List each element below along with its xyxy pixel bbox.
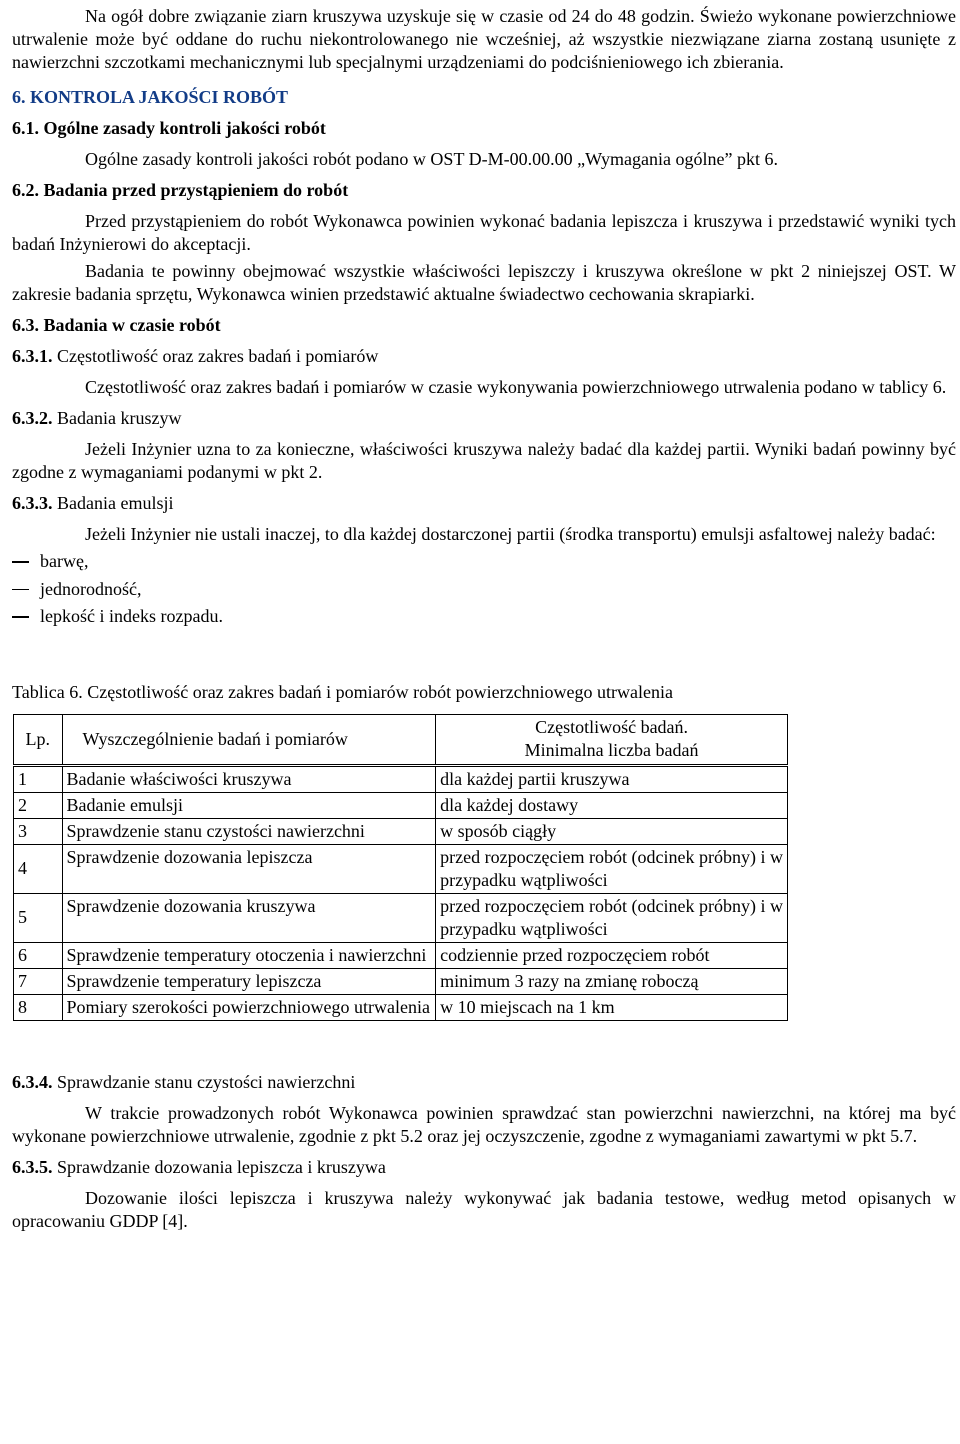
row-frequency: dla każdej partii kruszywa <box>436 765 788 792</box>
row-name: Sprawdzenie dozowania kruszywa <box>62 893 436 942</box>
section-6-3-3-number: 6.3.3. <box>12 493 53 513</box>
header-frequency <box>436 714 788 765</box>
table-row <box>14 765 788 792</box>
header-frequency-line-1: Częstotliwość badań. <box>535 717 689 737</box>
table-row <box>14 893 788 942</box>
row-lp: 7 <box>14 968 63 994</box>
row-lp: 2 <box>14 792 63 818</box>
header-name: Wyszczególnienie badań i pomiarów <box>62 714 436 765</box>
table-row <box>14 994 788 1020</box>
table-row <box>14 818 788 844</box>
row-name: Sprawdzenie temperatury otoczenia i nawierzchni <box>62 942 436 968</box>
row-lp: 5 <box>14 893 63 942</box>
section-6-3-5-number: 6.3.5. <box>12 1156 53 1177</box>
row-frequency: w sposób ciągły <box>436 818 788 844</box>
emulsion-test-list <box>12 548 956 631</box>
row-frequency: minimum 3 razy na zmianę roboczą <box>436 968 788 994</box>
section-6-1-heading: 6.1. Ogólne zasady kontroli jakości robót <box>12 118 326 138</box>
row-frequency: codziennie przed rozpoczęciem robót <box>436 942 788 968</box>
section-6-3-1-title: Częstotliwość oraz zakres badań i pomiarów <box>57 346 379 366</box>
row-lp: 8 <box>14 994 63 1020</box>
list-item: jednorodność, <box>12 576 956 604</box>
row-lp: 3 <box>14 818 63 844</box>
header-frequency-line-2: Minimalna liczba badań <box>524 740 699 760</box>
section-6-3-2-title: Badania kruszyw <box>57 408 182 428</box>
section-6-3-4-heading <box>12 1071 956 1094</box>
section-6-3-2-heading <box>12 407 956 430</box>
section-6-3-5-heading <box>12 1156 956 1179</box>
table-6-caption: Tablica 6. Częstotliwość oraz zakres badań i pomiarów robót powierzchniowego utrwalenia <box>12 681 674 702</box>
section-6-3-5-title: Sprawdzanie dozowania lepiszcza i kruszywa <box>57 1156 386 1177</box>
table-6 <box>13 714 788 1021</box>
row-name: Badanie właściwości kruszywa <box>62 765 436 792</box>
section-6-3-3-text: Jeżeli Inżynier nie ustali inaczej, to dla każdej dostarczonej partii (środka transportu) emulsji asfaltowej należy badać: <box>85 524 936 544</box>
row-name: Sprawdzenie stanu czystości nawierzchni <box>62 818 436 844</box>
section-6-3-heading: 6.3. Badania w czasie robót <box>12 315 221 335</box>
section-6-3-1-text: Częstotliwość oraz zakres badań i pomiarów w czasie wykonywania powierzchniowego utrwalenia podano w tablicy 6. <box>85 377 947 397</box>
section-6-3-3-title: Badania emulsji <box>57 493 174 513</box>
document-page <box>12 5 956 1233</box>
section-6-2-para-2: Badania te powinny obejmować wszystkie właściwości lepiszczy i kruszywa określone w pkt 2 niniejszej OST. W zakresie badania sprzętu, Wykonawca winien przedstawić aktualne świadectwo cechowania skrapiarki. <box>12 261 956 304</box>
row-frequency: w 10 miejscach na 1 km <box>436 994 788 1020</box>
table-row <box>14 942 788 968</box>
header-lp: Lp. <box>14 714 63 765</box>
row-frequency: przed rozpoczęciem robót (odcinek próbny) i w przypadku wątpliwości <box>436 893 788 942</box>
list-item: barwę, <box>12 548 956 576</box>
row-name: Badanie emulsji <box>62 792 436 818</box>
section-6-3-4-title: Sprawdzanie stanu czystości nawierzchni <box>57 1071 356 1092</box>
section-6-2-heading: 6.2. Badania przed przystąpieniem do robót <box>12 180 349 200</box>
row-name: Sprawdzenie dozowania lepiszcza <box>62 844 436 893</box>
section-6-2-para-1: Przed przystąpieniem do robót Wykonawca powinien wykonać badania lepiszcza i kruszywa i przedstawić wyniki tych badań Inżynierowi do akceptacji. <box>12 211 956 254</box>
row-frequency: przed rozpoczęciem robót (odcinek próbny) i w przypadku wątpliwości <box>436 844 788 893</box>
row-lp: 1 <box>14 765 63 792</box>
row-lp: 4 <box>14 844 63 893</box>
table-row <box>14 968 788 994</box>
section-6-3-4-text: W trakcie prowadzonych robót Wykonawca powinien sprawdzać stan powierzchni nawierzchni, na której ma być wykonane powierzchniowe utrwalenie, zgodnie z pkt 5.2 oraz jej oczyszczenie, zgodne z wymaganiami zawartymi w pkt 5.7. <box>12 1102 956 1146</box>
section-6-1-text: Ogólne zasady kontroli jakości robót podano w OST D-M-00.00.00 „Wymagania ogólne” pkt 6. <box>85 149 778 169</box>
row-name: Sprawdzenie temperatury lepiszcza <box>62 968 436 994</box>
table-row <box>14 792 788 818</box>
section-6-3-3-heading <box>12 492 956 515</box>
table-header-row <box>14 714 788 765</box>
section-6-3-2-number: 6.3.2. <box>12 408 53 428</box>
intro-paragraph: Na ogół dobre związanie ziarn kruszywa uzyskuje się w czasie od 24 do 48 godzin. Świeżo wykonane powierzchniowe utrwalenie może być oddane do ruchu niekontrolowanego nie wcześniej, aż wszystkie niezwiązane ziarna zostaną usunięte z nawierzchni szczotkami mechanicznymi lub specjalnymi urządzeniami do podciśnieniowego ich zbierania. <box>12 6 956 72</box>
row-name: Pomiary szerokości powierzchniowego utrwalenia <box>62 994 436 1020</box>
section-6-3-5-text: Dozowanie ilości lepiszcza i kruszywa należy wykonywać jak badania testowe, według metod opisanych w opracowaniu GDDP [4]. <box>12 1187 956 1231</box>
row-frequency: dla każdej dostawy <box>436 792 788 818</box>
list-item: lepkość i indeks rozpadu. <box>12 603 956 631</box>
section-6-3-4-number: 6.3.4. <box>12 1071 53 1092</box>
section-6-3-2-text: Jeżeli Inżynier uzna to za konieczne, właściwości kruszywa należy badać dla każdej partii. Wyniki badań powinny być zgodne z wymaganiami podanymi w pkt 2. <box>12 439 956 482</box>
table-row <box>14 844 788 893</box>
row-lp: 6 <box>14 942 63 968</box>
section-6-3-1-heading <box>12 345 956 368</box>
section-6-3-1-number: 6.3.1. <box>12 346 53 366</box>
section-6-heading: 6. KONTROLA JAKOŚCI ROBÓT <box>12 87 289 107</box>
